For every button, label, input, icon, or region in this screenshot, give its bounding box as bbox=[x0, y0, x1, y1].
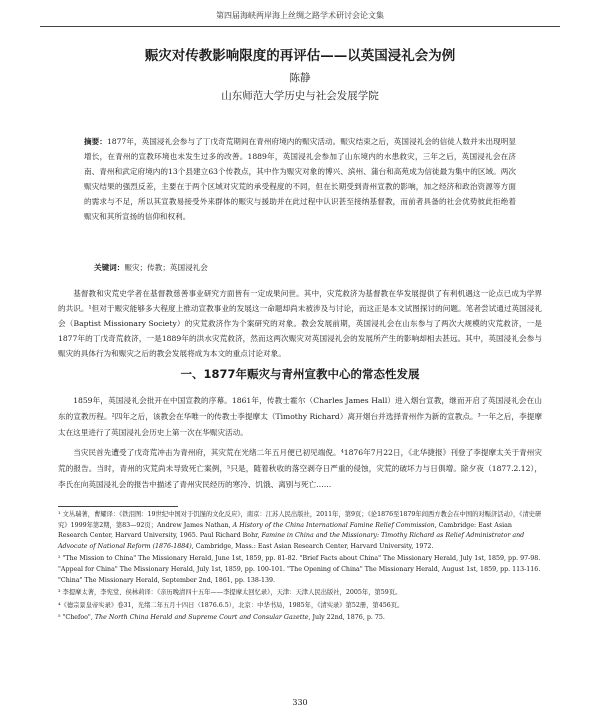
keywords bbox=[94, 262, 208, 273]
abstract-label: 摘要： bbox=[84, 137, 107, 146]
footnote-5-part: , July 22nd, 1876, p. 75. bbox=[308, 614, 385, 622]
body-paragraph-1: 1859年，英国浸礼会批开在中国宣教的序幕。1861年，传教士霍尔（Charles James Hall）进入烟台宣教，继而开启了英国浸礼会在山东的宣教历程。²四年之后，该教会在华唯一的传教士李提摩太（Timothy Richard）离开烟台并选择青州作为新的宣教点。³一年之后，李提摩太在这里进行了英国浸礼会历史上第一次在华赈灾活动。 bbox=[58, 396, 542, 437]
keywords-label: 关键词： bbox=[94, 263, 125, 272]
footnote-3: ³ 李提摩太著，李宪堂、侯林莉译：《亲历晚清四十五年——李提摩太回忆录》，天津：天津人民出版社，2005年，第59页。 bbox=[58, 589, 402, 597]
body-paragraph-2: 当灾民首先遭受了戊奇荒冲击为青州府，其灾荒在光绪二年五月便已初见端倪。⁴1876年7月22日，《北华捷报》刊登了李提摩太关于青州灾荒的报告。当时，青州的灾荒尚未导致死亡案例，⁵只是，随着秋收的落空剥夺日严重的侵蚀，灾荒的破坏力与日俱增。除夕夜（1877.2.12），李氏在向英国浸礼会的报告中描述了青州灾民经历的寒冷、饥饿、离别与死亡…… bbox=[58, 448, 542, 489]
footnote-1-part: , Cambridge, Mass.: East Asian Research Center, Harvard University, 1972. bbox=[191, 542, 434, 550]
abstract bbox=[84, 134, 516, 224]
footnote-1-part: ¹ 文丛瑞著，曹耀译：《铁泪图：19世纪中国对于饥馑的文化反应》，南京：江苏人民出版社，2011年，第9页；《论1876至1879年间西方教会在中国的对赈济活动》，《清史研究》1999年第2期，第83—92页；Andrew James Nathan, bbox=[58, 511, 542, 529]
footnote-4: ⁴《德宗景皇帝实录》卷31，光绪二年五月十四日（1876.6.5），北京：中华书局，1985年，《清实录》第52册，第456页。 bbox=[58, 601, 404, 609]
footnotes bbox=[58, 510, 542, 626]
running-header: 第四届海峡两岸海上丝绸之路学术研讨会论文集 bbox=[216, 11, 384, 20]
author-affiliation: 山东师范大学历史与社会发展学院 bbox=[221, 90, 379, 102]
footnote-2: ² "The Mission to China" The Missionary Herald, June 1st, 1859, pp. 81-82. "Brief Facts about China" The Missionary Herald, July 1st, 1859, pp. 97-98. "Appeal for China" The Missionary Herald, July 1st, 1859, pp. 100-101. "The Opening of China" The Missionary Herald, August 1st, 1859, pp. 113-116. "China" The Missionary Herald, September 2nd, 1861, pp. 138-139. bbox=[58, 555, 541, 584]
section-heading: 一、1877年赈灾与青州宣教中心的常态性发展 bbox=[180, 367, 420, 381]
footnote-1-title: Famine in China and the Missionary: Timothy Richard as Relief Administrator and Advocate of National Reform (1876-1884) bbox=[58, 532, 525, 550]
header-rule bbox=[40, 26, 560, 27]
footnote-5-part: ⁵ "Chefoo", bbox=[58, 614, 95, 622]
abstract-text: 1877年，英国浸礼会参与了丁戊奇荒期间在青州府境内的赈灾活动。赈灾结束之后，英国浸礼会的信徒人数并未出现明显增长，在青州的宣教环境也未发生过多的改善。1889年，英国浸礼会参加了山东境内的水患救灾，三年之后，英国浸礼会在济南、青州和武定府境内的13个县建立63个传教点，其中作为赈灾对象的博兴、滨州、蒲台和高苑成为信徒最为集中的区域。两次赈灾结果的强烈反差，主要在于两个区域对灾荒的承受程度的不同，但在长期受到青州宣教的影响，加之经济和政治资源等方面的需求与不足，所以其宣教易接受外来群体的赈灾与援助并在此过程中认识甚至接纳基督教，而前者具备的社会优势彼此拒绝着赈灾和其所宣扬的信仰和权利。 bbox=[84, 137, 517, 221]
footnote-5 bbox=[58, 613, 542, 624]
author-name: 陈静 bbox=[289, 72, 311, 84]
article-title: 赈灾对传教影响限度的再评估——以英国浸礼会为例 bbox=[144, 48, 456, 64]
footnote-1-part: , Cambridge: East Asian Research Center, Harvard University, 1965. Paul Richard Bohr, bbox=[58, 521, 512, 540]
keywords-text: 赈灾；传教；英国浸礼会 bbox=[124, 263, 208, 272]
footnote-1 bbox=[58, 510, 542, 552]
footnote-1-title: A History of the China International Famine Relief Commission bbox=[232, 521, 435, 529]
intro-paragraph: 基督教和灾荒史学者在基督教慈善事业研究方面皆有一定成果问世。其中，灾荒救济为基督教在华发展提供了有利机遇这一论点已成为学界的共识。¹但对于赈灾能够多大程度上推动宣教事业的发展这一命题却尚未被涉及与讨论，而这正是本文试图探讨的问题。笔者尝试通过英国浸礼会（Baptist Missionary Society）的灾荒救济作为个案研究的对象。教会发展前期，英国浸礼会在山东参与了两次大规模的灾荒救济，一是1877年的丁戊奇荒救济，一是1889年的洪水灾荒救济，然而这两次赈灾对英国浸礼会的发展所产生的影响却相去甚远。其中，英国浸礼会参与赈灾的具体行为和赈灾之后的教会发展将成为本文的重点讨论对象。 bbox=[58, 289, 542, 358]
footnote-rule bbox=[58, 506, 178, 507]
footnote-5-title: The North China Herald and Supreme Court and Consular Gazette bbox=[94, 614, 309, 622]
page-number: 330 bbox=[292, 698, 308, 707]
